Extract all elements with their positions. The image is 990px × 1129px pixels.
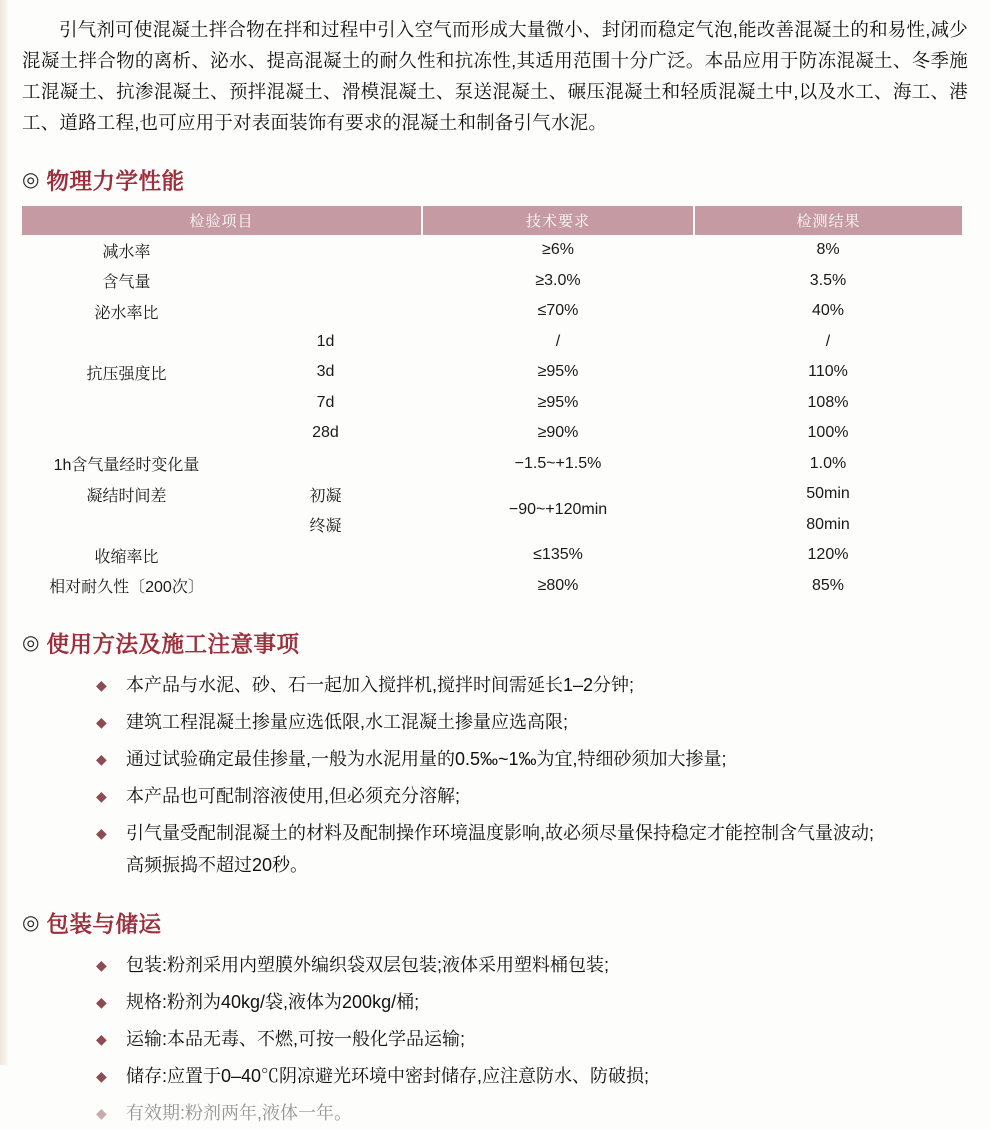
table-cell-result: 40%	[811, 302, 845, 320]
diamond-bullet-icon: ◆	[96, 1068, 107, 1084]
item-label: 减水率	[102, 243, 151, 261]
item-sublabel: 1d	[316, 332, 335, 350]
item-sublabel: 3d	[316, 363, 335, 381]
item-label: 1h含气量经时变化量	[53, 457, 200, 475]
table-row	[22, 540, 962, 571]
item-label: 泌水率比	[94, 304, 159, 322]
table-header-cell: 技术要求	[422, 206, 694, 235]
diamond-bullet-icon: ◆	[96, 788, 107, 804]
list-item	[96, 817, 968, 881]
table-row	[22, 479, 962, 510]
list-item-text: 引气量受配制混凝土的材料及配制操作环境温度影响,故必须尽量保持稳定才能控制含气量波动;	[126, 823, 874, 843]
page-edge-decoration	[0, 0, 9, 1065]
list-item	[96, 780, 968, 812]
item-label: 收缩率比	[94, 548, 159, 566]
list-item	[96, 1097, 968, 1129]
list-item-text: 有效期:粉剂两年,液体一年。	[126, 1103, 353, 1123]
list-item	[96, 743, 968, 775]
table-cell-requirement: /	[555, 332, 561, 350]
diamond-bullet-icon: ◆	[96, 1105, 107, 1121]
section-heading-physical	[22, 164, 968, 196]
table-cell-item	[22, 449, 422, 480]
diamond-bullet-icon: ◆	[96, 677, 107, 693]
section-title: 物理力学性能	[46, 169, 185, 194]
diamond-bullet-icon: ◆	[96, 1031, 107, 1047]
intro-paragraph: 引气剂可使混凝土拌合物在拌和过程中引入空气而形成大量微小、封闭而稳定气泡,能改善混凝土的和易性,减少混凝土拌合物的离析、泌水、提高混凝土的耐久性和抗冻性,其适用范围十分广泛。本品应用于防冻混凝土、冬季施工混凝土、抗渗混凝土、预拌混凝土、滑模混凝土、泵送混凝土、碾压混凝土和轻质混凝土中,以及水工、海工、港工、道路工程,也可应用于对表面装饰有要求的混凝土和制备引气水泥。	[22, 19, 968, 133]
table-row	[22, 296, 962, 327]
section-title: 包装与储运	[46, 912, 162, 937]
table-cell-result: 110%	[808, 363, 848, 381]
table-cell-item	[22, 327, 422, 358]
table-row	[22, 266, 962, 297]
table-cell-result: 120%	[807, 546, 849, 564]
diamond-bullet-icon: ◆	[96, 825, 107, 841]
diamond-bullet-icon: ◆	[96, 957, 107, 973]
list-item	[96, 949, 968, 981]
table-header-cell: 检测结果	[694, 206, 962, 235]
item-sublabel: 7d	[316, 393, 335, 411]
list-item	[96, 669, 968, 701]
section-title: 使用方法及施工注意事项	[46, 632, 300, 657]
table-cell-result: 108%	[807, 393, 849, 411]
table-cell-result: 50min	[806, 485, 850, 503]
table-cell-item	[22, 418, 422, 449]
packaging-list	[22, 949, 968, 1129]
list-item-text: 储存:应置于0–40℃阴凉避光环境中密封储存,应注意防水、防破损;	[126, 1066, 650, 1086]
spec-table	[22, 206, 962, 601]
table-cell-item	[22, 540, 422, 571]
list-item-text: 建筑工程混凝土掺量应选低限,水工混凝土掺量应选高限;	[126, 712, 568, 732]
ring-icon: ◎	[22, 169, 40, 191]
list-item	[96, 1023, 968, 1055]
list-item-text: 运输:本品无毒、不燃,可按一般化学品运输;	[126, 1029, 466, 1049]
table-row	[22, 418, 962, 449]
table-cell-result: 85%	[811, 576, 845, 594]
item-sublabel: 初凝	[309, 487, 342, 505]
table-cell-requirement: ≥90%	[537, 424, 579, 442]
table-cell-requirement: ≥95%	[537, 393, 579, 411]
list-item-text: 本产品与水泥、砂、石一起加入搅拌机,搅拌时间需延长1–2分钟;	[126, 675, 635, 695]
table-cell-item	[22, 571, 422, 602]
table-cell-item	[22, 388, 422, 419]
table-cell-requirement: −1.5~+1.5%	[514, 454, 602, 472]
table-row	[22, 235, 962, 266]
table-cell-requirement: ≥6%	[542, 241, 574, 259]
table-row	[22, 327, 962, 358]
table-cell-requirement: ≤70%	[537, 302, 579, 320]
table-header-row	[22, 206, 962, 235]
table-cell-requirement: ≥3.0%	[535, 271, 581, 289]
diamond-bullet-icon: ◆	[96, 714, 107, 730]
table-cell-item	[22, 357, 422, 388]
table-cell-requirement: −90~+120min	[508, 500, 608, 518]
table-cell-item	[22, 266, 422, 297]
list-item-text: 本产品也可配制溶液使用,但必须充分溶解;	[126, 786, 461, 806]
usage-list	[22, 669, 968, 881]
item-sublabel: 终凝	[309, 518, 342, 536]
table-cell-item	[22, 510, 422, 541]
table-row	[22, 571, 962, 602]
table-cell-result: 100%	[807, 424, 849, 442]
section-heading-packaging	[22, 907, 968, 939]
diamond-bullet-icon: ◆	[96, 751, 107, 767]
item-label: 抗压强度比	[86, 365, 167, 383]
list-item-text: 规格:粉剂为40kg/袋,液体为200kg/桶;	[126, 992, 420, 1012]
table-cell-result: 1.0%	[809, 454, 847, 472]
table-cell-result: 80min	[806, 515, 850, 533]
list-item-text-continued: 高频振捣不超过20秒。	[126, 855, 309, 875]
section-heading-usage	[22, 627, 968, 659]
list-item-text: 包装:粉剂采用内塑膜外编织袋双层包装;液体采用塑料桶包装;	[126, 955, 610, 975]
item-label: 凝结时间差	[86, 487, 167, 505]
list-item-text: 通过试验确定最佳掺量,一般为水泥用量的0.5‰~1‰为宜,特细砂须加大掺量;	[126, 749, 727, 769]
table-header-cell: 检验项目	[22, 206, 422, 235]
table-cell-result: 3.5%	[809, 271, 847, 289]
table-cell-requirement: ≥80%	[537, 576, 579, 594]
ring-icon: ◎	[22, 632, 40, 654]
table-cell-item	[22, 296, 422, 327]
item-label: 含气量	[102, 274, 151, 292]
table-cell-requirement: ≤135%	[533, 546, 583, 564]
item-label: 相对耐久性〔200次〕	[49, 579, 204, 597]
table-cell-item	[22, 479, 422, 510]
table-cell-item	[22, 235, 422, 266]
item-sublabel: 28d	[312, 424, 339, 442]
list-item	[96, 706, 968, 738]
table-cell-result: /	[825, 332, 831, 350]
list-item	[96, 986, 968, 1018]
table-row	[22, 449, 962, 480]
diamond-bullet-icon: ◆	[96, 994, 107, 1010]
table-cell-requirement: ≥95%	[537, 363, 579, 381]
table-cell-result: 8%	[816, 241, 840, 259]
ring-icon: ◎	[22, 912, 40, 934]
table-row	[22, 357, 962, 388]
table-row	[22, 388, 962, 419]
